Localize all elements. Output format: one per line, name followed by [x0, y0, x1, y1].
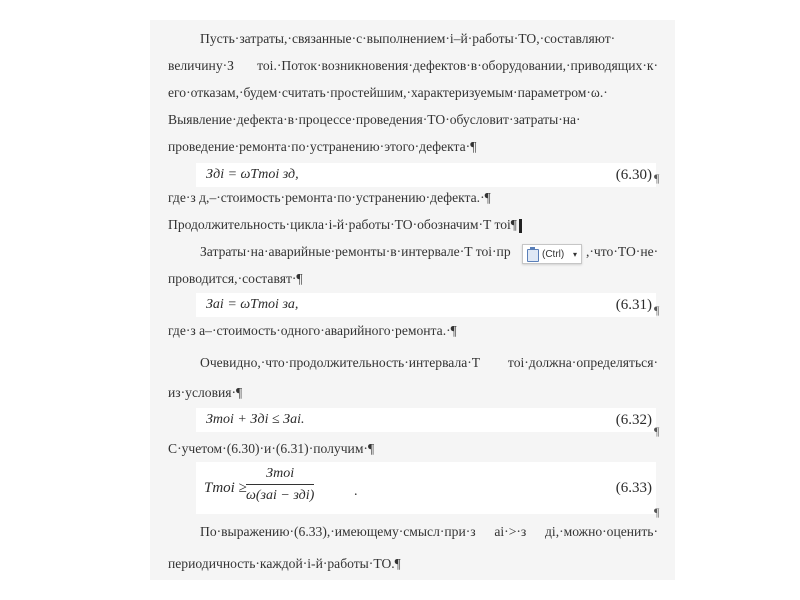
paste-options-label: (Ctrl)	[542, 249, 565, 260]
chevron-down-icon: ▾	[573, 250, 578, 259]
paragraph-line: из·условия·¶	[168, 385, 243, 400]
equation-lhs: Tтоi ≥	[204, 480, 247, 496]
equation-6-33	[196, 462, 656, 514]
equation-6-30	[196, 163, 656, 187]
paragraph-line: Затраты·на·аварийные·ремонты·в·интервале·T тоi·пр	[200, 244, 511, 259]
paragraph-line: ,·что·ТО·не·	[586, 244, 658, 259]
pilcrow-mark: ¶	[654, 505, 660, 519]
paragraph-line: Выявление·дефекта·в·процессе·проведения·ТО·обусловит·затраты·на·	[168, 112, 581, 127]
equation-period: .	[354, 484, 358, 499]
equation-6-32	[196, 408, 656, 432]
fraction-denominator: ω(заi − здi)	[246, 488, 315, 503]
paragraph-line: проводится,·составят·¶	[168, 271, 303, 286]
clipboard-icon	[527, 249, 539, 262]
equation-formula: Зтоi + Здi ≤ Заi.	[206, 412, 305, 427]
fraction-numerator: Зтоi	[266, 466, 295, 481]
equation-number: (6.31)	[615, 297, 652, 313]
paragraph-line: где·з д,–·стоимость·ремонта·по·устранению·дефекта.·¶	[168, 190, 491, 205]
paragraph-line: его·отказам,·будем·считать·простейшим,·характеризуемым·параметром·ω.·	[168, 85, 608, 100]
paragraph-line: периодичность·каждой·i-й·работы·ТО.¶	[168, 556, 401, 571]
paragraph-line: Продолжительность·цикла·i-й·работы·ТО·обозначим·T тоi¶	[168, 217, 517, 232]
paragraph-line: проведение·ремонта·по·устранению·этого·дефекта·¶	[168, 139, 477, 154]
equation-number: (6.30)	[615, 167, 652, 183]
pilcrow-mark: ¶	[654, 303, 660, 317]
paragraph-line: Пусть·затраты,·связанные·с·выполнением·i–й·работы·ТО,·составляют·	[200, 31, 616, 46]
equation-fraction	[246, 464, 314, 507]
pilcrow-mark: ¶	[654, 171, 660, 185]
equation-formula: Здi = ωTтоi зд,	[206, 167, 299, 182]
paste-options-button[interactable]	[522, 244, 582, 264]
paragraph-line: где·з а–·стоимость·одного·аварийного·ремонта.·¶	[168, 323, 457, 338]
paragraph-line: По·выражению·(6.33),·имеющему·смысл·при·з аi·>·з дi,·можно·оценить·	[200, 524, 658, 539]
equation-formula: Зai = ωTтоi за,	[206, 297, 299, 312]
equation-number: (6.32)	[615, 412, 652, 428]
pilcrow-mark: ¶	[654, 424, 660, 438]
equation-number: (6.33)	[615, 480, 652, 496]
paragraph-line: С·учетом·(6.30)·и·(6.31)·получим·¶	[168, 441, 375, 456]
equation-6-31	[196, 293, 656, 317]
paragraph-line: Очевидно,·что·продолжительность·интервала·T тоi·должна·определяться·	[200, 355, 658, 370]
text-cursor	[519, 219, 522, 233]
paragraph-line: величину·З тоi.·Поток·возникновения·дефектов·в·оборудовании,·приводящих·к·	[168, 58, 658, 73]
